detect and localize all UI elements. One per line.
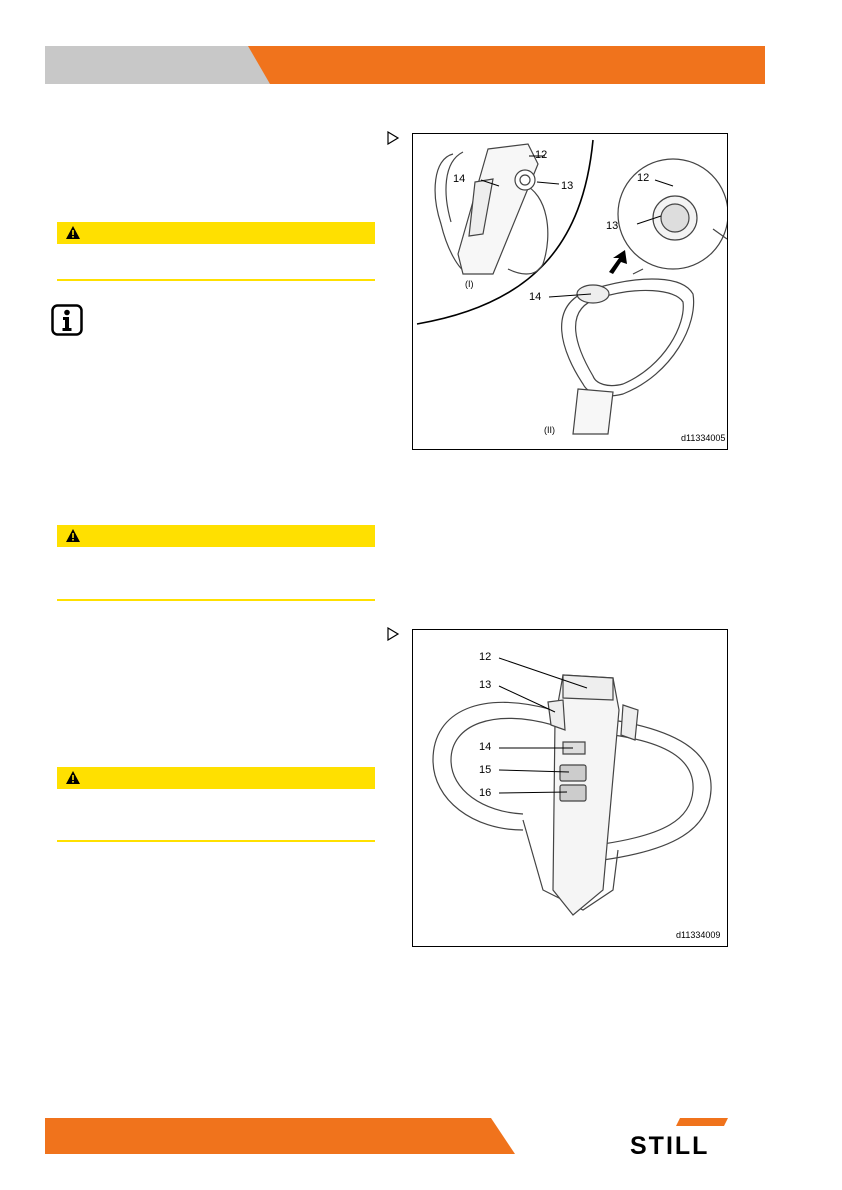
warning-end-line [57,599,375,601]
play-arrow-icon [386,627,400,641]
callout-13: 13 [479,679,492,691]
callout-14: 14 [529,291,542,303]
view-label: (II) [544,425,555,435]
warning-triangle-icon [65,225,81,240]
footer-orange-band [45,1118,515,1154]
info-icon [51,304,83,336]
figure-id: d11334009 [676,930,721,940]
callout-13: 13 [606,220,619,232]
warning-banner [57,767,375,789]
warning-triangle-icon [65,528,81,543]
warning-end-line [57,840,375,842]
play-arrow-icon [386,131,400,145]
callout-13: 13 [561,180,574,192]
figure-id: d11334005 [681,433,726,443]
warning-banner [57,222,375,244]
tiller-illustration-2 [413,630,727,946]
callout-14: 14 [453,173,466,185]
callout-15: 15 [479,764,492,776]
callout-14: 14 [479,741,492,753]
warning-triangle-icon [65,770,81,785]
still-logo [628,1116,768,1158]
logo-text: STILL [630,1132,710,1158]
header-grey-band [45,46,285,84]
header-orange-band [248,46,765,84]
callout-12: 12 [479,651,492,663]
callout-16: 16 [479,787,492,799]
figure-tiller-head-views [412,133,728,450]
warning-end-line [57,279,375,281]
view-label: (I) [465,279,474,289]
figure-tiller-head-buttons [412,629,728,947]
callout-12: 12 [535,149,548,161]
callout-12: 12 [637,172,650,184]
warning-banner [57,525,375,547]
